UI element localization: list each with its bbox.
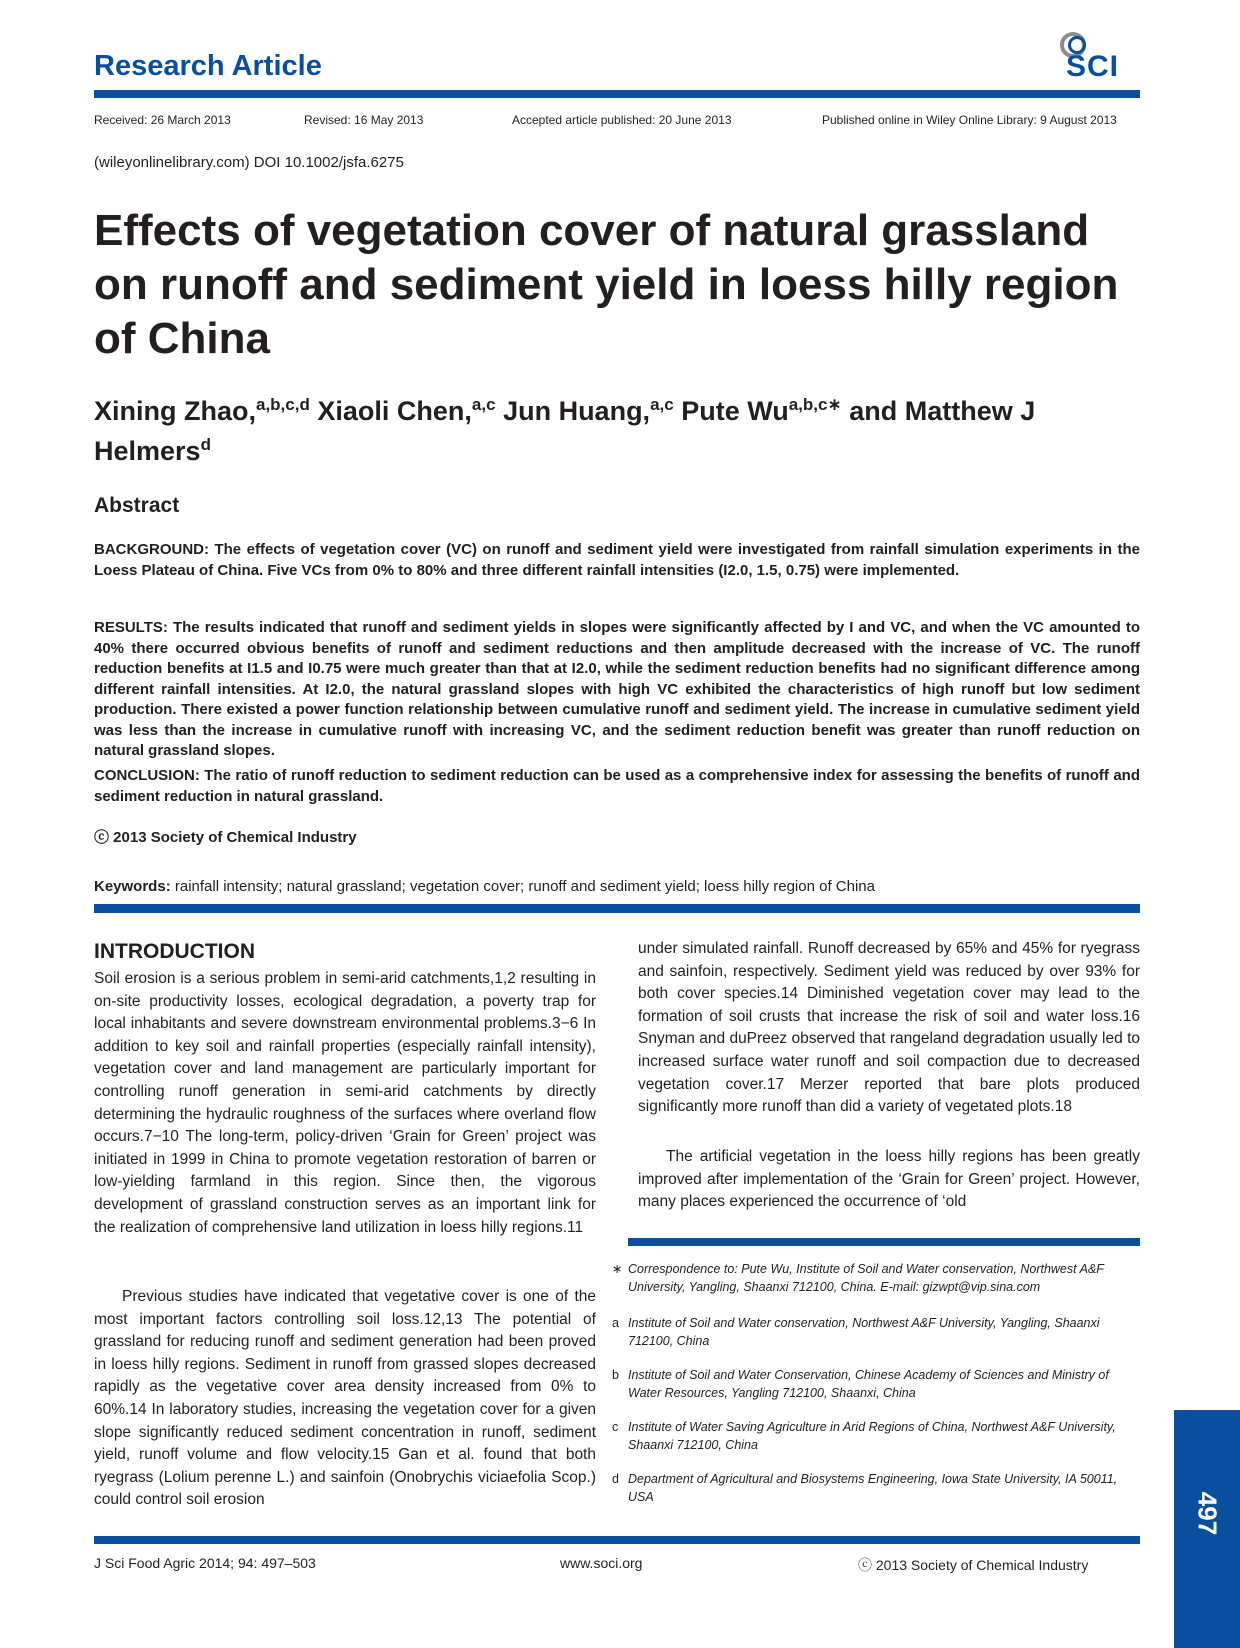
footnote-text: Institute of Soil and Water conservation, Northwest A&F University, Yangling, Shaanxi 712100, China (628, 1316, 1100, 1348)
author-name: Pute Wu (681, 396, 789, 426)
abstract-rule (94, 904, 1140, 913)
author-list (94, 388, 1094, 468)
author-name: and Matthew J Helmers (94, 396, 1036, 466)
abstract-copyright: ⓒ 2013 Society of Chemical Industry (94, 829, 357, 846)
footer-copyright: ⓒ 2013 Society of Chemical Industry (858, 1557, 1089, 1573)
revised-date: Revised: 16 May 2013 (304, 113, 424, 127)
abstract-results: RESULTS: The results indicated that runoff and sediment yields in slopes were significantly affected by I and VC, and when the VC amounted to 40% there occurred obvious benefits of runoff and sediment reductions and then amplitude decreased with the increase of VC. The runoff reduction benefits at I1.5 and I0.75 were much greater than that at I2.0, while the sediment reduction benefits had no significant difference among different rainfall intensities. At I2.0, the natural grassland slopes with high VC exhibited the characteristics of high runoff but low sediment production. There existed a power function relationship between cumulative runoff and sediment yield. The increase in cumulative sediment yield was less than the increase in cumulative runoff with increasing VC, and the sediment reduction benefit was greater than runoff reduction on natural grassland slopes. (94, 619, 1140, 759)
footnote-rule (628, 1238, 1140, 1246)
page-number-tab (1174, 1410, 1240, 1648)
accepted-date: Accepted article published: 20 June 2013 (512, 113, 732, 127)
footnote-key: c (612, 1420, 619, 1434)
article-title: Effects of vegetation cover of natural grassland on runoff and sediment yield in loess hilly region of China (94, 206, 1119, 363)
intro-paragraph-2: Previous studies have indicated that vegetative cover is one of the most important factors controlling soil loss.12,13 The potential of grassland for reducing runoff and sediment generation had been proved in loess hilly regions. Sediment in runoff from grassed slopes decreased rapidly as the vegetative cover area density increased from 0% to 60%.14 In laboratory studies, increasing the vegetation cover for a given slope significantly reduced sediment concentration in runoff, sediment yield, runoff volume and flow velocity.15 Gan et al. found that both ryegrass (Lolium perenne L.) and sainfoin (Onobrychis viciaefolia Scop.) could control soil erosion (94, 1288, 596, 1509)
intro-paragraph-3: under simulated rainfall. Runoff decreased by 65% and 45% for ryegrass and sainfoin, respectively. Sediment yield was reduced by over 93% for both cover species.14 Diminished vegetation cover may lead to the formation of soil crusts that increase the risk of soil and water loss.16 Snyman and duPreez observed that rangeland degradation usually led to increased surface water runoff and soil compaction due to decreased vegetation cover.17 Merzer reported that bare plots produced significantly more runoff than did a variety of vegetated plots.18 (638, 940, 1140, 1116)
footer-journal-citation: J Sci Food Agric 2014; 94: 497–503 (94, 1555, 316, 1571)
intro-paragraph-1: Soil erosion is a serious problem in semi-arid catchments,1,2 resulting in on-site productivity losses, ecological degradation, a poverty trap for local inhabitants and severe downstream environmental problems.3−6 In addition to key soil and rainfall properties (especially rainfall intensity), vegetation cover and land management are particularly important for controlling runoff generation in semi-arid catchments by directly determining the hydraulic roughness of the surfaces where overland flow occurs.7−10 The long-term, policy-driven ‘Grain for Green’ project was initiated in 1999 in China to promote vegetation restoration of barren or low-yielding farmland in this region. Since then, the vigorous development of grassland construction serves as an important link for the realization of comprehensive land utilization in loess hilly regions.11 (94, 970, 596, 1236)
author-affiliation: a,b,c∗ (788, 395, 842, 414)
footnote-key: d (612, 1472, 619, 1486)
abstract-background: BACKGROUND: The effects of vegetation cover (VC) on runoff and sediment yield were investigated from rainfall simulation experiments in the Loess Plateau of China. Five VCs from 0% to 80% and three different rainfall intensities (I2.0, 1.5, 0.75) were implemented. (94, 541, 1140, 579)
footnote-affiliation-c (612, 1418, 1140, 1454)
keywords-label: Keywords: (94, 878, 171, 895)
author-name: Xining Zhao, (94, 396, 256, 426)
keywords-line (94, 878, 1140, 895)
header-rule (94, 90, 1140, 98)
author-affiliation: a,b,c,d (256, 395, 310, 414)
page-number: 497 (1192, 1491, 1223, 1536)
abstract-heading: Abstract (94, 494, 180, 517)
footnote-text: Institute of Soil and Water Conservation, Chinese Academy of Sciences and Ministry of Water Resources, Yangling 712100, Shaanxi, China (628, 1368, 1109, 1400)
footnote-key: a (612, 1316, 619, 1330)
keywords-text: rainfall intensity; natural grassland; vegetation cover; runoff and sediment yield; loess hilly region of China (174, 878, 875, 895)
footnote-correspondence (612, 1260, 1140, 1296)
footnote-text: Department of Agricultural and Biosystems Engineering, Iowa State University, IA 50011, USA (628, 1472, 1118, 1504)
author-name: Xiaoli Chen, (317, 396, 472, 426)
abstract-conclusion: CONCLUSION: The ratio of runoff reduction to sediment reduction can be used as a comprehensive index for assessing the benefits of runoff and sediment reduction in natural grassland. (94, 767, 1140, 805)
introduction-heading: INTRODUCTION (94, 940, 255, 963)
logo-text: SCI (1066, 50, 1120, 83)
author-affiliation: a,c (471, 395, 496, 414)
footnote-text: Institute of Water Saving Agriculture in Arid Regions of China, Northwest A&F University, Shaanxi 712100, China (628, 1420, 1116, 1452)
journal-section-label: Research Article (94, 50, 322, 82)
footer-url[interactable]: www.soci.org (560, 1555, 643, 1571)
footnote-affiliation-b (612, 1366, 1140, 1402)
footnote-affiliation-d (612, 1470, 1140, 1506)
footnote-text: Correspondence to: Pute Wu, Institute of Soil and Water conservation, Northwest A&F University, Yangling, Shaanxi 712100, China. E-mail: gizwpt@vip.sina.com (628, 1262, 1104, 1294)
sci-logo (1052, 28, 1142, 84)
footer-rule (94, 1536, 1140, 1544)
author-affiliation: d (200, 435, 211, 454)
intro-paragraph-4: The artificial vegetation in the loess hilly regions has been greatly improved after implementation of the ‘Grain for Green’ project. However, many places experienced the occurrence of ‘old (638, 1148, 1140, 1211)
received-date: Received: 26 March 2013 (94, 113, 231, 127)
published-date: Published online in Wiley Online Library: 9 August 2013 (822, 113, 1117, 127)
footnote-affiliation-a (612, 1314, 1140, 1350)
footnote-key: b (612, 1368, 619, 1382)
doi-line: (wileyonlinelibrary.com) DOI 10.1002/jsfa.6275 (94, 154, 404, 171)
author-name: Jun Huang, (503, 396, 651, 426)
footnote-key: ∗ (612, 1262, 623, 1276)
author-affiliation: a,c (650, 395, 674, 414)
